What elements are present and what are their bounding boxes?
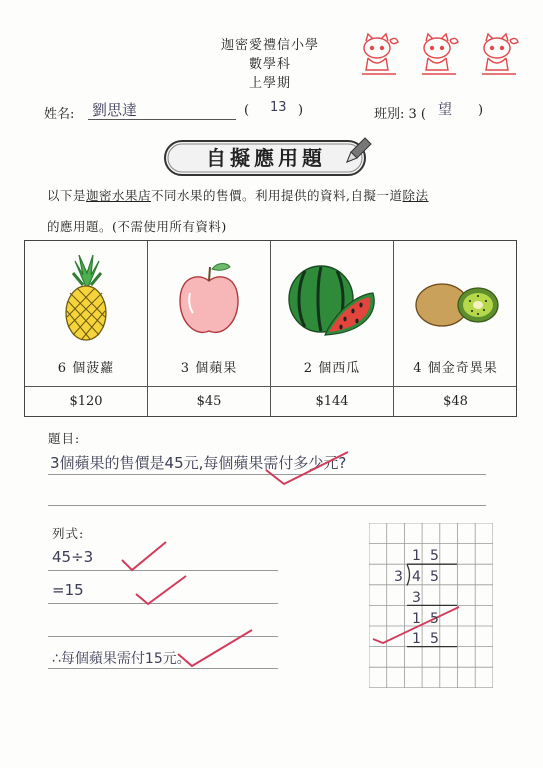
- fruit-price-table: [24, 240, 517, 417]
- number-close: ): [298, 103, 304, 118]
- question-answer: 3個蘋果的售價是45元,每個蘋果需付多少元?: [50, 454, 347, 472]
- title-banner: [163, 138, 369, 178]
- step-digit: 1: [412, 611, 421, 627]
- instruction-line-1: [47, 186, 429, 204]
- fruit-cell: [25, 241, 148, 416]
- subject-name: 數學科: [248, 57, 291, 72]
- fruit-price: $48: [443, 394, 468, 409]
- fruit-label: 6 個菠蘿: [57, 361, 115, 376]
- fruit-cell: [394, 241, 517, 416]
- name-label: 姓名:: [44, 107, 75, 122]
- class-close: ): [478, 103, 484, 118]
- check-mark-icon: [262, 448, 352, 488]
- operation-name: 除法: [402, 188, 429, 203]
- class-value: 望: [438, 102, 452, 118]
- step-digit: 5: [430, 611, 439, 627]
- fruit-cell: [271, 241, 394, 416]
- watermelon-icon: [283, 253, 381, 343]
- working-line-1: 45÷3: [52, 548, 94, 566]
- term-name: 上學期: [248, 76, 291, 91]
- kiwi-icon: [406, 253, 504, 343]
- step-digit: 1: [412, 631, 421, 647]
- quotient-digit: 1: [412, 548, 421, 564]
- page-title: 自擬應用題: [206, 146, 326, 170]
- check-mark-icon: [134, 572, 190, 608]
- name-value: 劉思達: [92, 101, 138, 119]
- class-label: 班別: 3 (: [374, 107, 426, 122]
- pineapple-icon: [37, 253, 135, 343]
- quotient-digit: 5: [430, 548, 439, 564]
- reward-stamps: [354, 30, 534, 80]
- working-conclusion: ∴每個蘋果需付15元。: [52, 651, 191, 667]
- dividend-digit: 4: [412, 569, 421, 585]
- number-value: 13: [270, 100, 287, 115]
- fruit-price: $45: [196, 394, 222, 409]
- check-mark-icon: [120, 538, 170, 574]
- fruit-label: 3 個蘋果: [180, 361, 238, 376]
- fruit-price: $144: [315, 394, 349, 409]
- working-label: 列式:: [52, 526, 85, 541]
- answer-line: [48, 505, 486, 506]
- step-digit: 5: [430, 631, 439, 647]
- kitty-stamp-icon: [474, 30, 524, 80]
- working-line-2: =15: [52, 581, 84, 599]
- instruction-text: 不同水果的售價。利用提供的資料,自擬一道: [151, 188, 403, 203]
- apple-icon: [160, 253, 258, 343]
- fruit-price: $120: [69, 394, 103, 409]
- school-header: [180, 36, 360, 93]
- divisor-digit: 3: [394, 569, 403, 585]
- student-info-row: [44, 99, 514, 121]
- instruction-text: 以下是: [47, 188, 87, 203]
- kitty-stamp-icon: [414, 30, 464, 80]
- kitty-stamp-icon: [354, 30, 404, 80]
- dividend-digit: 5: [430, 569, 439, 585]
- name-underline: [88, 119, 236, 120]
- step-digit: 3: [412, 590, 421, 606]
- number-open: (: [244, 103, 250, 118]
- school-name: 迦密愛禮信小學: [220, 38, 319, 53]
- fruit-label: 4 個金奇異果: [413, 361, 498, 376]
- instruction-line-2: 的應用題。(不需使用所有資料): [47, 219, 227, 234]
- fruit-label: 2 個西瓜: [303, 361, 361, 376]
- check-mark-icon: [176, 626, 256, 670]
- fruit-cell: [148, 241, 271, 416]
- shop-name: 迦密水果店: [86, 188, 152, 203]
- question-label: 題目:: [48, 431, 81, 446]
